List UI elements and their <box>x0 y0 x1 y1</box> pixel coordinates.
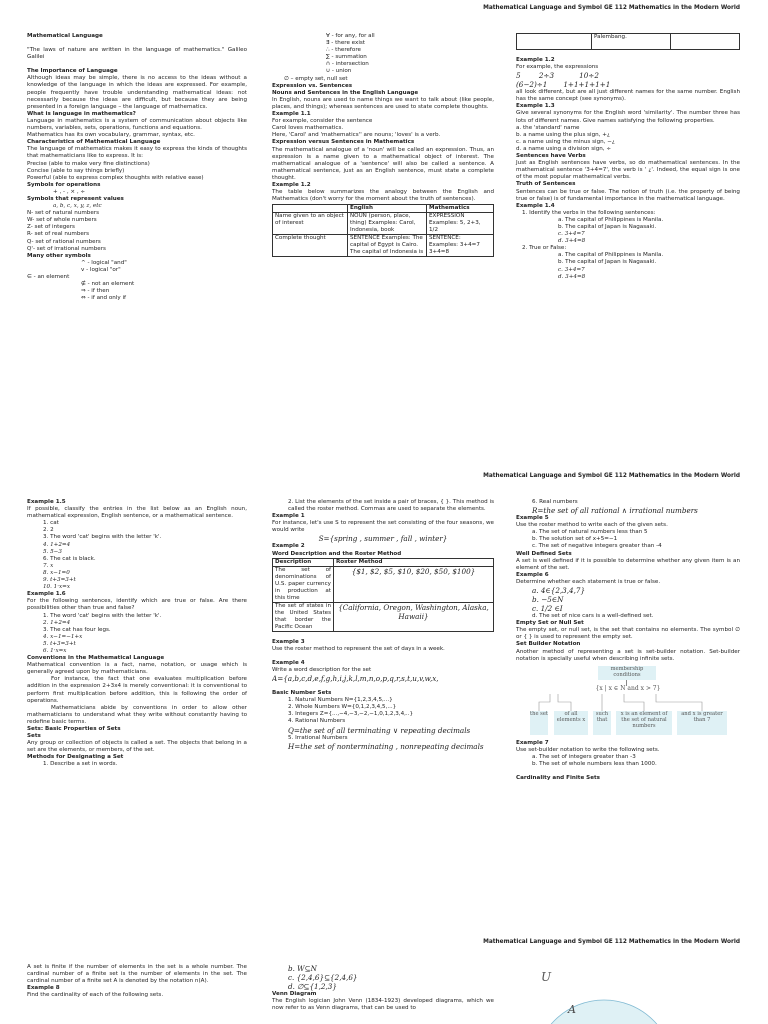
list-item: ^ - logical "and" <box>81 259 127 266</box>
paragraph: For the following sentences, identify which are true or false. Are there possibilities other than true and false? <box>27 598 247 612</box>
paragraph: Although ideas may be simple, there is no access to the ideas without a knowledge of the language in which the ideas are expressed. For example, people frequently have trouble understanding mathematical ideas: not necessarily because the ideas are difficult, but because they are being presented in a foreign language – the language of mathematics. <box>27 75 247 110</box>
list-item: b. a name using the plus sign, +¿ <box>516 131 610 138</box>
paragraph: Find the cardinality of each of the following sets. <box>27 992 164 999</box>
list-item: a. The capital of Philippines is Manila. <box>558 252 664 259</box>
table-header: Description <box>273 558 334 566</box>
math-expressions: (6−2)÷1 1+1+1+1+1 <box>516 80 611 90</box>
heading: Many other symbols <box>27 252 91 259</box>
paragraph: The language of mathematics makes it easy to express the kinds of thoughts that mathematicians like to express. It is: <box>27 146 247 160</box>
paragraph: The empty set, or null set, is the set that contains no elements. The symbol ∅ or { } is used to represent the empty set. <box>516 627 740 641</box>
list-item: W- set of whole numbers <box>27 217 97 224</box>
heading: Truth of Sentences <box>516 181 576 188</box>
list-item: a. the 'standard' name <box>516 124 580 131</box>
list-item: ∃ - there exist <box>326 40 366 47</box>
heading: Symbols that represent values <box>27 195 124 202</box>
heading: Example 2 <box>272 543 305 550</box>
list-item: 6. 1·x=x <box>43 647 67 654</box>
paragraph: For example, consider the sentence <box>272 118 373 125</box>
list-item: ∀ - for any, for all <box>326 33 375 39</box>
heading: Expression versus Sentences in Mathematics <box>272 139 415 146</box>
heading: Example 4 <box>272 659 305 666</box>
set-builder-diagram <box>516 666 740 740</box>
table-cell: {$1, $2, $5, $10, $20, $50, $100} <box>334 566 494 602</box>
list-item: Z- set of integers <box>27 224 75 231</box>
math-set: S={spring , summer , fall , winter} <box>318 534 448 544</box>
list-item: v - logical "or" <box>81 266 121 273</box>
list-item: Q'- set of irrational numbers <box>27 245 106 252</box>
heading: Sentences have Verbs <box>516 153 586 160</box>
paragraph: For example, the expressions <box>516 64 599 71</box>
list-item: c. {2,4,6}⊆{2,4,6} <box>288 973 358 982</box>
heading: Expression vs. Sentences <box>272 82 353 89</box>
paragraph: Mathematical convention is a fact, name, notation, or usage which is generally agreed upon by mathematicians. <box>27 662 247 676</box>
table-cell: Name given to an object of interest <box>273 213 348 235</box>
heading: Example 6 <box>516 571 549 578</box>
roster-table <box>272 558 494 632</box>
continued-table <box>516 33 740 50</box>
paragraph: If possible, classify the entries in the list below as an English noun, mathematical expression, English sentence, or a mathematical sentence. <box>27 506 247 520</box>
math-set: R=the set of all rational ∧ irrational numbers <box>532 506 698 516</box>
list-item: ∪ - union <box>326 68 352 75</box>
analogy-table <box>272 204 494 257</box>
math-set: H=the set of nonterminating , nonrepeating decimals <box>288 741 484 751</box>
list-item: 5. 5−3 <box>43 548 62 555</box>
heading: Conventions in the Mathematical Language <box>27 655 165 662</box>
table-cell: Complete thought <box>273 235 348 257</box>
paragraph: Sentences can be true or false. The notion of truth (i.e. the property of being true or false) is of fundamental importance in the mathematical language. <box>516 188 740 202</box>
heading: Example 3 <box>272 638 305 645</box>
list-item: c. 3+4=7 <box>558 266 585 273</box>
heading: Example 1.6 <box>27 591 66 598</box>
paragraph: For instance, let's use S to represent the set consisting of the four seasons, we would write <box>272 520 494 534</box>
paragraph: Another method of representing a set is set-builder notation. Set-builder notation is specially useful when describing infinite sets. <box>516 648 740 662</box>
paragraph: all look different, but are all just different names for the same number. English has the same concept (see synonyms). <box>516 89 740 103</box>
paragraph: Give several synonyms for the English word 'similarity'. The number three has lots of different names. Give names satisfying the following properties. <box>516 110 740 124</box>
heading: Word Description and the Roster Method <box>272 550 402 557</box>
table-row <box>273 213 494 235</box>
list-item: Q- set of rational numbers <box>27 238 101 245</box>
list-item: N- set of natural numbers <box>27 210 99 217</box>
list-item: 1. Natural Numbers N={1,2,3,4,5,...} <box>288 697 393 704</box>
p2-column-2 <box>272 499 494 751</box>
p3-column-2 <box>272 964 494 1012</box>
list-item: 2. 1+2=4 <box>43 619 71 626</box>
list-item: 2. 2 <box>43 527 54 534</box>
table-cell: SENTENCE: Examples: 3+4=7 3+4=8 <box>427 235 494 257</box>
list-item: 3. The word 'cat' begins with the letter 'k'. <box>43 534 162 541</box>
set-builder-expression: {x | x ∈ N and x > 7} <box>595 684 661 692</box>
math-set: A={a,b,c,d,e,f,g,h,i,j,k,l,m,n,o,p,q,r,s,t,u,v,w,x, <box>272 674 439 684</box>
list-item: d. 3+4=8 <box>558 238 586 245</box>
paragraph: Precise (able to make very fine distinctions) <box>27 160 150 167</box>
paragraph: The English logician John Venn (1834-1923) developed diagrams, which we now refer to as Venn diagrams, that can be used to <box>272 998 494 1012</box>
paragraph: Language in mathematics is a system of communication about objects like numbers, variables, sets, operations, functions and equations. <box>27 117 247 132</box>
table-header: Mathematics <box>427 205 494 213</box>
heading: Example 1.3 <box>516 103 555 110</box>
math-expressions: 5 2÷3 10÷2 <box>516 71 599 81</box>
list-item: d. a name using a division sign, ÷ <box>516 145 612 152</box>
p2-column-3 <box>516 499 740 782</box>
paragraph: A set is well defined if it is possible to determine whether any given item is an element of the set. <box>516 557 740 571</box>
list-item: ∩ - intersection <box>326 61 369 68</box>
list-item: 6. The cat is black. <box>43 555 96 562</box>
paragraph: Use the roster method to write each of the given sets. <box>516 522 668 529</box>
table-row <box>273 235 494 257</box>
heading: What is language in mathematics? <box>27 110 136 117</box>
heading: Example 1.5 <box>27 499 66 505</box>
list-item: c. 1/2 ∈I <box>532 604 563 614</box>
p1-column-3 <box>516 33 740 281</box>
heading: Example 1.2 <box>272 181 311 188</box>
heading: Example 1.4 <box>516 202 555 209</box>
list-item: 1. Describe a set in words. <box>43 761 118 768</box>
heading: Sets: Basic Properties of Sets <box>27 726 121 732</box>
list-item: 6. Real numbers <box>532 499 578 505</box>
heading: Well Defined Sets <box>516 550 572 557</box>
list-item: b. The set of whole numbers less than 1000. <box>532 760 657 767</box>
diagram-box: the set <box>530 711 548 735</box>
table-cell: {California, Oregon, Washington, Alaska, Hawaii} <box>334 602 494 631</box>
table-header: English <box>348 205 427 213</box>
list-item: d. 3+4=8 <box>558 273 586 280</box>
paragraph: A set is finite if the number of elements in the set is a whole number. The cardinal number of a finite set is the number of elements in the set. The cardinal number of a finite set A is denoted by the notation n(A). <box>27 964 247 985</box>
heading: Cardinality and Finite Sets <box>516 775 601 782</box>
heading: Sets <box>27 733 41 740</box>
heading: Example 8 <box>27 985 60 992</box>
list-item: 7. x <box>43 562 54 569</box>
paragraph: For instance, the fact that one evaluates multiplication before addition in the expression 2+3x4 is merely conventional: it is conventional to perform first multiplication before addition, this is following the order of operations. <box>27 676 247 704</box>
list-item: b. −5∈N <box>532 595 564 605</box>
list-item: ∈ - an element <box>27 274 70 280</box>
list-item: 4. x−1=−1+x <box>43 633 83 640</box>
list-item: a. 4∈{2,3,4,7} <box>532 586 586 596</box>
symbol-line: a, b, c, x, y, z, etc <box>53 203 102 210</box>
list-item: b. The capital of Japan is Nagasaki. <box>558 259 657 266</box>
list-item: ⇒ - if then <box>81 288 110 295</box>
list-item: 4. Rational Numbers <box>288 718 346 725</box>
paragraph: Any group or collection of objects is called a set. The objects that belong in a set are the elements, or members, of the set. <box>27 740 247 754</box>
list-item: c. a name using the minus sign, −¿ <box>516 138 615 145</box>
paragraph: Concise (able to say things briefly) <box>27 167 125 174</box>
diagram-box: and x is greater than 7 <box>677 711 727 735</box>
paragraph: Mathematicians abide by conventions in order to allow other mathematicians to understand what they write without constantly having to redefine basic terms. <box>27 704 247 725</box>
list-item: ∅ – empty set, null set <box>284 75 348 82</box>
paragraph: Here, 'Carol' and 'mathematics'' are nouns; 'loves' is a verb. <box>272 132 441 139</box>
paragraph: Carol loves mathematics. <box>272 125 344 132</box>
table-cell: EXPRESSION Examples: 5, 2+3, 1/2 <box>427 213 494 235</box>
paragraph: Mathematics has its own vocabulary, grammar, syntax, etc. <box>27 132 195 139</box>
page-header: Mathematical Language and Symbol GE 112 Mathematics in the Modern World <box>483 5 740 11</box>
table-row <box>273 566 494 602</box>
heading: Set Builder Notation <box>516 641 581 648</box>
list-item: 3. Integers Z={...,−4,−3,−2,−1,0,1,2,3,4,..} <box>288 711 414 718</box>
list-item: 9. t+3=3+t <box>43 577 76 584</box>
paragraph: The table below summarizes the analogy between the English and Mathematics (don't worry for the moment about the truth of sentences). <box>272 189 494 203</box>
table-cell: Palembang. <box>592 34 671 50</box>
list-item: d. ∅⊆{1,2,3} <box>288 982 337 991</box>
heading: Methods for Designating a Set <box>27 754 124 761</box>
paragraph: Use set-builder notation to write the following sets. <box>516 746 660 753</box>
list-item: ∴ - therefore <box>326 47 361 54</box>
paragraph: Write a word description for the set <box>272 666 372 673</box>
heading: Nouns and Sentences in the English Language <box>272 89 419 96</box>
list-item: d. The set of nice cars is a well-defined set. <box>532 613 654 620</box>
table-row <box>517 34 740 50</box>
heading: Example 1.1 <box>272 111 311 118</box>
list-item: 1. Identify the verbs in the following sentences: <box>522 209 656 216</box>
list-item: 2. List the elements of the set inside a pair of braces, { }. This method is called the roster method. Commas are used to separate the elements. <box>288 499 494 513</box>
page-header: Mathematical Language and Symbol GE 112 Mathematics in the Modern World <box>483 473 740 479</box>
heading: Empty Set or Null Set <box>516 620 584 627</box>
page-header: Mathematical Language and Symbol GE 112 Mathematics in the Modern World <box>483 939 740 945</box>
table-cell: NOUN (person, place, thing) Examples: Carol, Indonesia, book <box>348 213 427 235</box>
connector-lines <box>516 692 740 712</box>
list-item: 5. Irrational Numbers <box>288 734 348 741</box>
quote: "The laws of nature are written in the language of mathematics." Galileo Galilei <box>27 47 247 61</box>
list-item: b. The solution set of x+5=−1 <box>532 536 618 543</box>
heading: Symbols for operations <box>27 181 101 188</box>
p1-column-1 <box>27 33 247 302</box>
list-item: b. W⊆N <box>288 964 317 973</box>
set-a-label: A <box>568 1003 576 1016</box>
paragraph: Just as English sentences have verbs, so do mathematical sentences. In the mathematical sentence '3+4=7', the verb is ' ¿'. Indeed, the equal sign is one of the most popular mathematical verbs. <box>516 160 740 181</box>
heading: Example 1 <box>272 513 305 520</box>
heading: Characteristics of Mathematical Language <box>27 139 161 146</box>
list-item: 10. 1·x=x <box>43 584 71 591</box>
set-list <box>27 210 247 253</box>
list-item: 4. 1+2=4 <box>43 541 71 548</box>
list-item: 8. x−1=0 <box>43 569 70 576</box>
p1-column-2 <box>272 33 494 257</box>
list-item: ∑ - summation <box>326 54 367 61</box>
symbol-line: + , - , × , ÷ <box>53 188 86 195</box>
table-header <box>273 205 348 213</box>
list-item: a. The set of natural numbers less than 5 <box>532 529 648 536</box>
membership-box: membership conditions <box>598 666 656 680</box>
paragraph: In English, nouns are used to name things we want to talk about (like people, places, and things); whereas sentences are used to state complete thoughts. <box>272 96 494 110</box>
list-item: 3. The cat has four legs. <box>43 626 111 633</box>
table-cell: SENTENCE Examples: The capital of Egypt is Cairo. The capital of Indonesia is <box>348 235 427 257</box>
list-item: 1. cat <box>43 520 59 527</box>
diagram-box: x is an element of the set of natural numbers <box>616 711 672 735</box>
venn-diagram <box>516 960 740 1024</box>
symbol-list <box>272 33 494 76</box>
table-row <box>273 602 494 631</box>
heading: Example 5 <box>516 515 549 522</box>
p2-column-1 <box>27 499 247 769</box>
list-item: 5. t+3=3+t <box>43 640 76 647</box>
heading: Basic Number Sets <box>272 690 332 697</box>
venn-circles <box>516 960 740 1024</box>
list-item: 2. True or False: <box>522 245 567 252</box>
table-cell: The set of denominations of U.S. paper currency in production at this time <box>273 566 334 602</box>
list-item: 2. Whole Numbers W={0,1,2,3,4,5,...} <box>288 704 397 711</box>
list-item: ∉ - not an element <box>81 281 135 288</box>
heading: Venn Diagram <box>272 991 317 997</box>
list-item: ⇔ - if and only if <box>81 295 126 302</box>
table-cell: The set of states in the United States that border the Pacific Ocean <box>273 602 334 631</box>
paragraph: Use the roster method to represent the set of days in a week. <box>272 645 445 652</box>
paragraph: The mathematical analogue of a 'noun' will be called an expression. Thus, an expression is a name given to a mathematical object of interest. The mathematical analogue of a 'sentence' will also be called a sentence. A mathematical sentence, just as an English sentence, must state a complete thought. <box>272 146 494 181</box>
list-item: c. The set of negative integers greater than -4 <box>532 543 662 550</box>
heading: The Importance of Language <box>27 68 118 75</box>
table-header-row <box>273 558 494 566</box>
table-header: Roster Method <box>334 558 494 566</box>
list-item: 1. The word 'cat' begins with the letter 'k'. <box>43 612 162 619</box>
list-item: a. The capital of Philippines is Manila. <box>558 216 664 223</box>
heading: Example 1.2 <box>516 57 555 63</box>
math-set: Q=the set of all terminating ∨ repeating decimals <box>288 725 471 735</box>
list-item: c. 3+4=7 <box>558 231 585 238</box>
paragraph: Powerful (able to express complex thoughts with relative ease) <box>27 174 204 181</box>
section-title: Mathematical Language <box>27 33 103 39</box>
p3-column-1 <box>27 964 247 999</box>
list-item: b. The capital of Japan is Nagasaki. <box>558 223 657 230</box>
diagram-box: of all elements x <box>554 711 588 735</box>
paragraph: Determine whether each statement is true or false. <box>516 578 661 585</box>
heading: Example 7 <box>516 739 549 746</box>
table-header-row <box>273 205 494 213</box>
diagram-box: such that <box>593 711 611 735</box>
list-item: a. The set of integers greater than -3 <box>532 753 636 760</box>
list-item: R- set of real numbers <box>27 231 90 238</box>
universal-set-label: U <box>541 970 552 984</box>
